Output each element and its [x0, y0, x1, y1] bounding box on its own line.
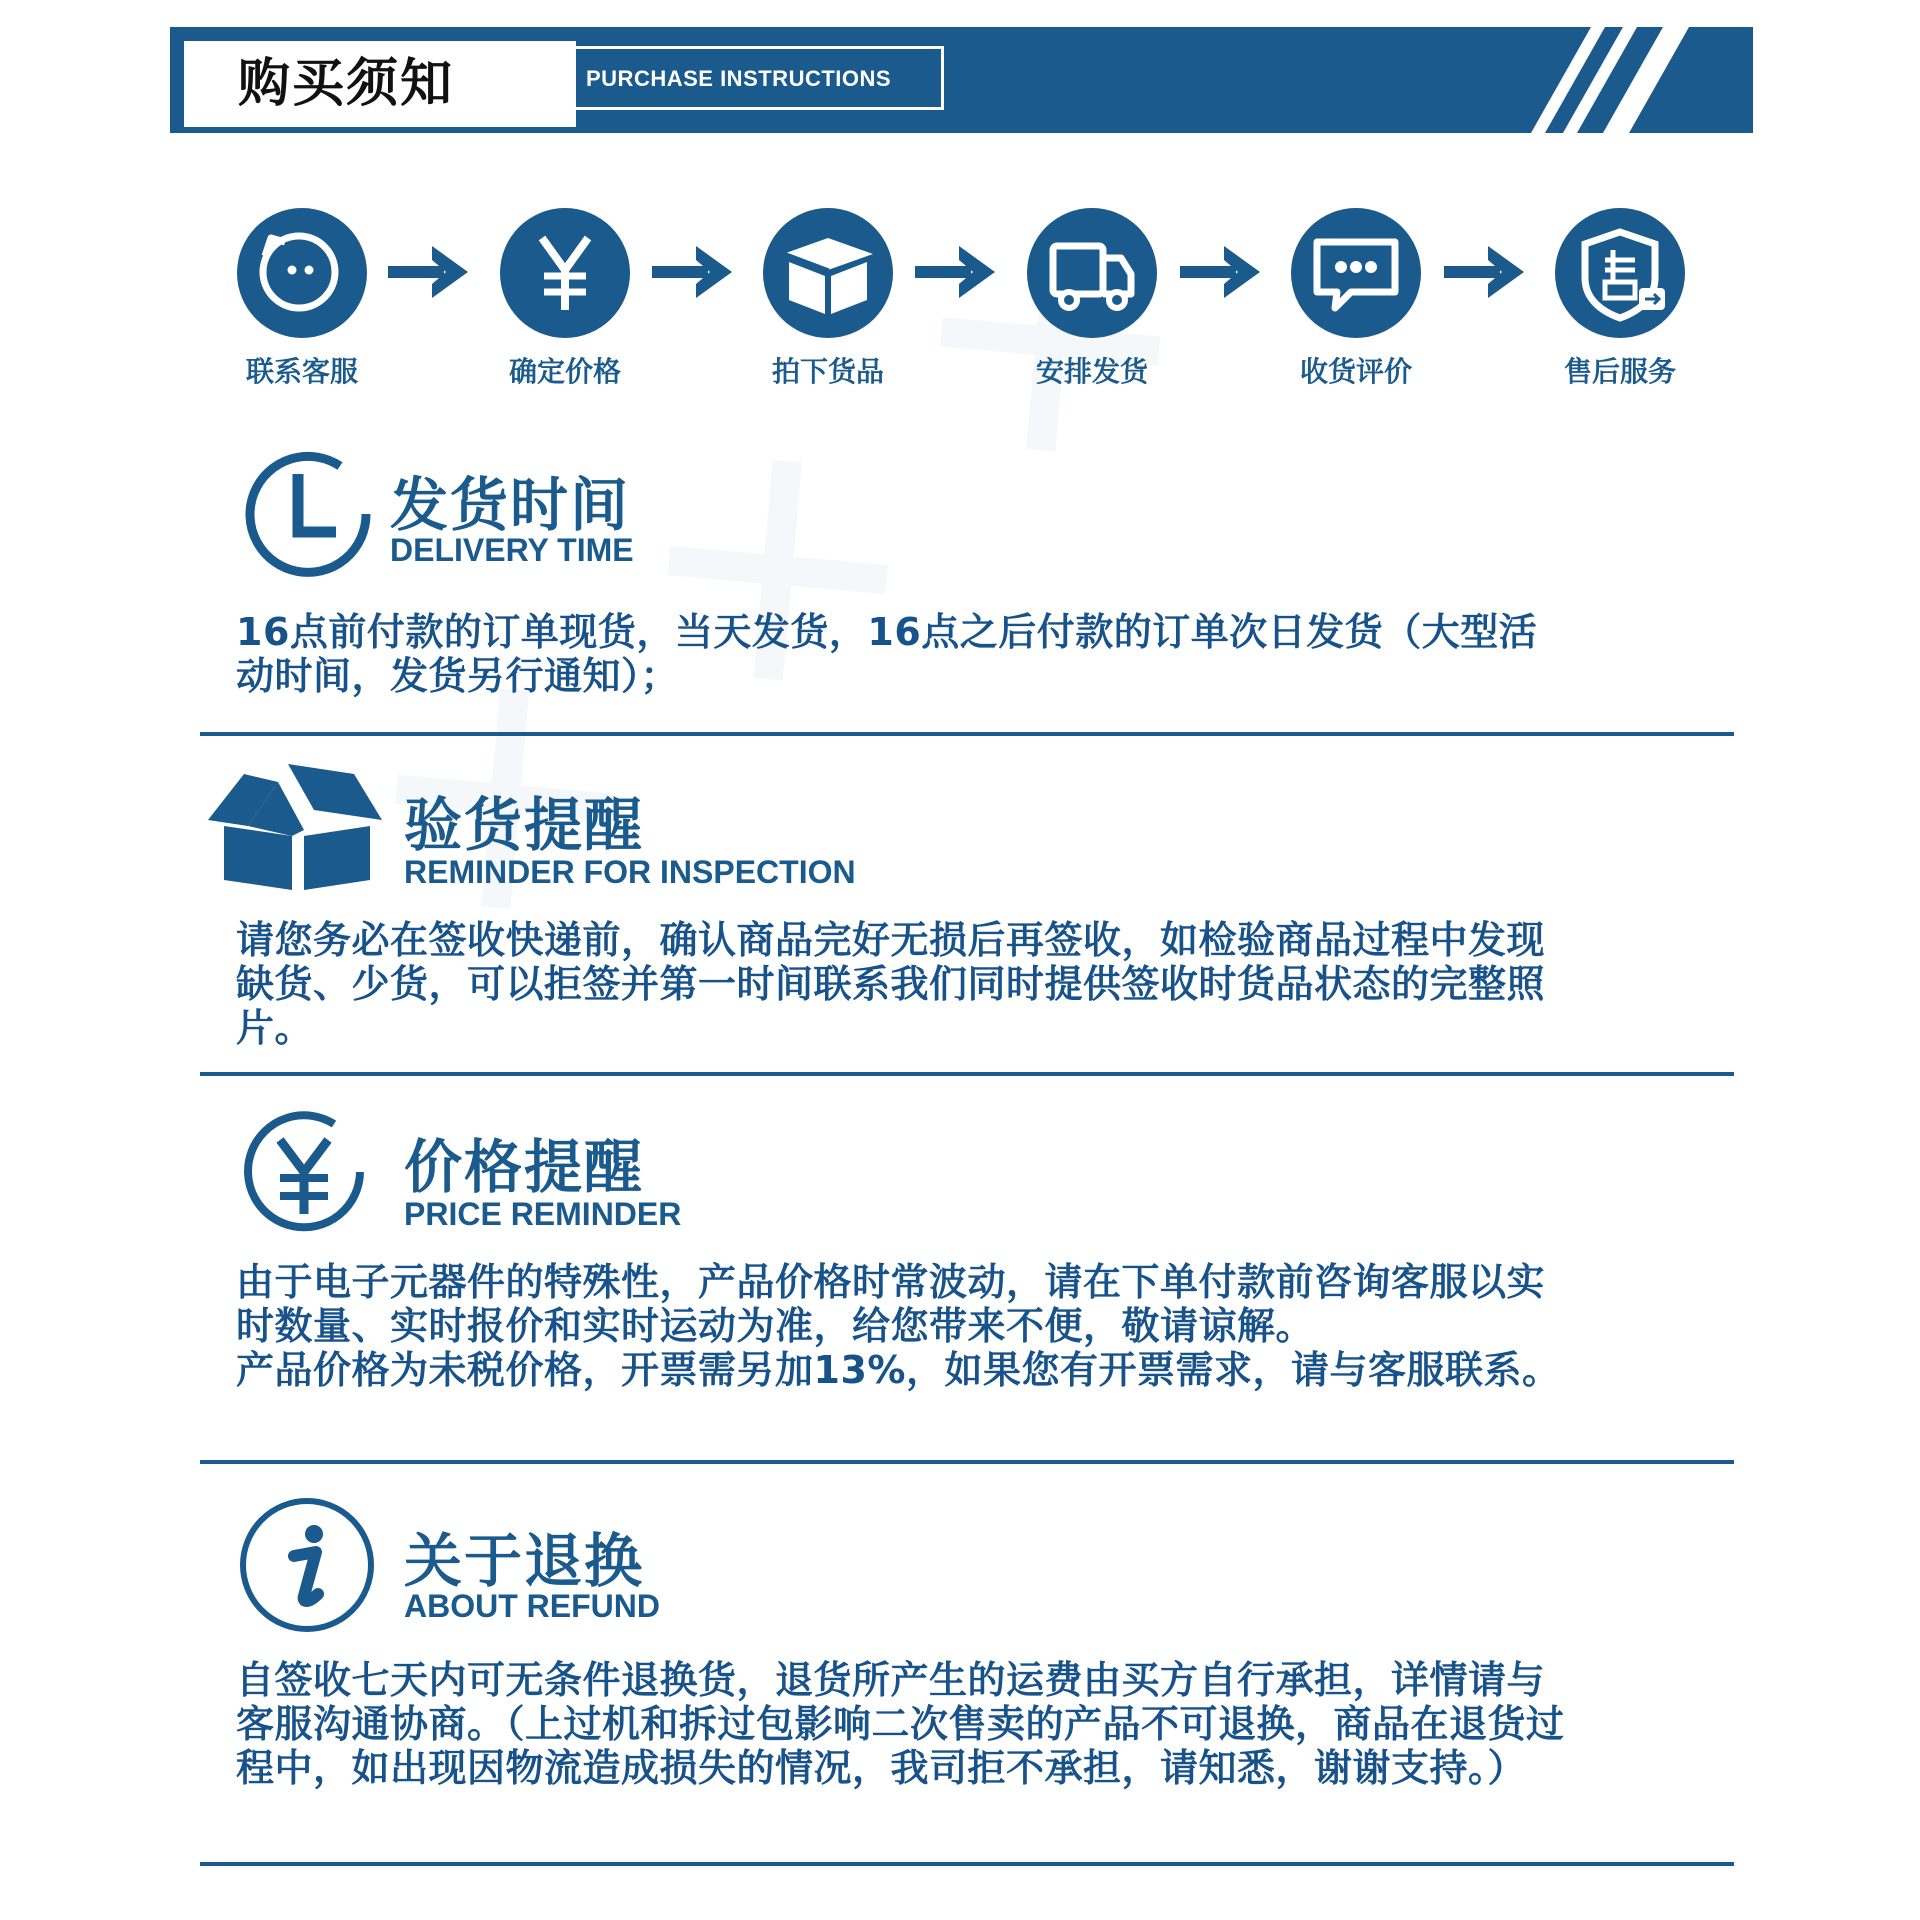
section-subtitle: ABOUT REFUND	[404, 1588, 660, 1624]
flow-step-order	[748, 208, 908, 390]
after-sales-shield-icon	[1555, 208, 1685, 338]
section-body-line: 由于电子元器件的特殊性，产品价格时常波动，请在下单付款前咨询客服以实时数量、实时报价和实时运动为准，给您带来不便，敬请谅解。	[236, 1260, 1546, 1348]
section-body-line: 产品价格为未税价格，开票需另加13%，如果您有开票需求，请与客服联系。	[236, 1348, 1561, 1392]
arrow-right-icon	[1442, 242, 1526, 302]
section-divider	[200, 732, 1734, 736]
section-title: 关于退换	[404, 1527, 645, 1595]
arrow-right-icon	[650, 242, 734, 302]
open-box-icon	[204, 760, 390, 894]
section-title: 验货提醒	[404, 791, 645, 859]
section-divider	[200, 1072, 1734, 1076]
truck-icon	[1027, 208, 1157, 338]
flow-step-contact	[222, 208, 382, 390]
yen-icon	[500, 208, 630, 338]
flow-step-label: 拍下货品	[771, 355, 884, 388]
clock-icon	[236, 442, 380, 586]
flow-step-shipping	[1012, 208, 1172, 390]
section-body: 16点前付款的订单现货，当天发货，16点之后付款的订单次日发货（大型活动时间，发货另行通知）；	[236, 610, 1538, 698]
arrow-right-icon	[913, 242, 997, 302]
section-body: 自签收七天内可无条件退换货，退货所产生的运费由买方自行承担，详情请与客服沟通协商。（上过机和拆过包影响二次售卖的产品不可退换，商品在退货过程中，如出现因物流造成损失的情况，我司拒不承担，请知悉，谢谢支持。）	[236, 1658, 1565, 1790]
flow-step-price	[485, 208, 645, 390]
section-body	[236, 1260, 1566, 1392]
flow-step-label: 安排发货	[1035, 355, 1148, 388]
section-subtitle: PRICE REMINDER	[404, 1196, 682, 1232]
chat-bubble-icon	[1291, 208, 1421, 338]
purchase-flow	[0, 0, 1920, 400]
section-subtitle: REMINDER FOR INSPECTION	[404, 854, 856, 890]
customer-service-icon	[237, 208, 367, 338]
arrow-right-icon	[386, 242, 470, 302]
section-title: 价格提醒	[404, 1133, 645, 1201]
section-divider	[200, 1460, 1734, 1464]
section-title: 发货时间	[390, 471, 631, 539]
section-divider	[200, 1862, 1734, 1866]
yen-circle-icon	[236, 1104, 372, 1240]
flow-step-label: 售后服务	[1563, 355, 1676, 388]
section-subtitle: DELIVERY TIME	[390, 532, 634, 568]
flow-step-label: 确定价格	[508, 355, 621, 388]
package-icon	[763, 208, 893, 338]
page-subtitle: PURCHASE INSTRUCTIONS	[586, 66, 892, 91]
flow-step-review	[1276, 208, 1436, 390]
info-icon	[236, 1494, 378, 1636]
page-title: 购买须知	[238, 54, 455, 114]
section-body: 请您务必在签收快递前，确认商品完好无损后再签收，如检验商品过程中发现缺货、少货，可以拒签并第一时间联系我们同时提供签收时货品状态的完整照片。	[236, 918, 1546, 1050]
arrow-right-icon	[1178, 242, 1262, 302]
flow-step-label: 收货评价	[1299, 355, 1412, 388]
flow-step-after-sales	[1540, 208, 1700, 390]
flow-step-label: 联系客服	[245, 355, 358, 388]
